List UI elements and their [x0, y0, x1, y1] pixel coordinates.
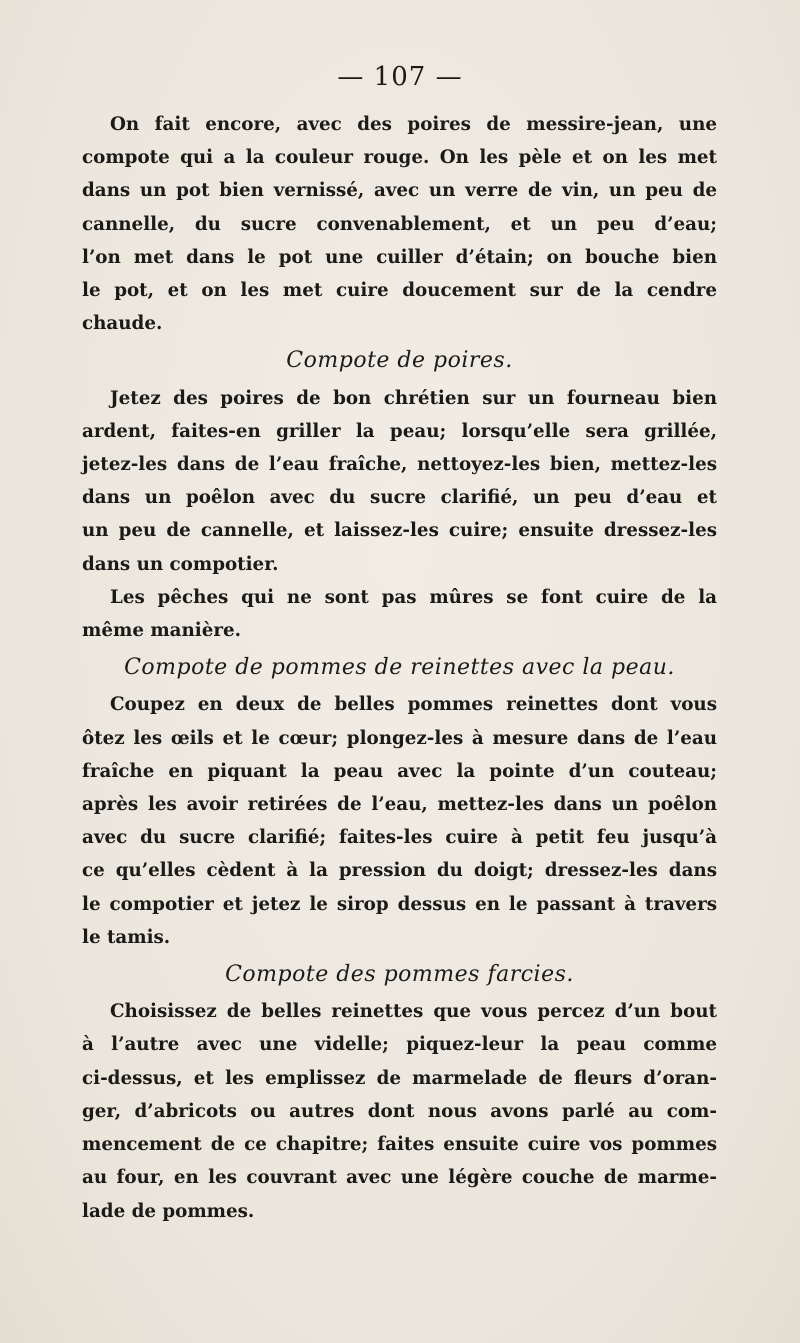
text-line: lade de pommes.: [82, 1200, 255, 1222]
text-line: l’on met dans le pot une cuiller d’étain; on bouche bien: [82, 246, 717, 268]
text-line: dans un pot bien vernissé, avec un verre de vin, un peu de: [82, 180, 717, 202]
paragraph: [82, 581, 717, 647]
paragraph: [82, 688, 717, 954]
text-line: ger, d’abricots ou autres dont nous avons parlé au com-: [82, 1100, 717, 1122]
paragraph: [82, 995, 717, 1227]
text-line: chaude.: [82, 313, 163, 335]
text-line: après les avoir retirées de l’eau, mettez-les dans un poêlon: [82, 794, 717, 816]
text-line: jetez-les dans de l’eau fraîche, nettoyez-les bien, mettez-les: [82, 454, 717, 476]
text-line: ôtez les œils et le cœur; plongez-les à mesure dans de l’eau: [82, 727, 717, 749]
paragraph: [82, 382, 717, 581]
text-line: le compotier et jetez le sirop dessus en le passant à travers: [82, 893, 717, 915]
text-line: ci-dessus, et les emplissez de marmelade de fleurs d’oran-: [82, 1067, 717, 1089]
paragraph: [82, 108, 717, 340]
text-line: un peu de cannelle, et laissez-les cuire; ensuite dressez-les: [82, 520, 717, 542]
text-line: fraîche en piquant la peau avec la pointe d’un couteau;: [82, 760, 717, 782]
text-line: le tamis.: [82, 926, 171, 948]
text-line: le pot, et on les met cuire doucement sur de la cendre: [82, 280, 717, 302]
text-line: ardent, faites-en griller la peau; lorsqu’elle sera grillée,: [82, 420, 717, 442]
text-line: ce qu’elles cèdent à la pression du doigt; dressez-les dans: [82, 860, 717, 882]
text-line: à l’autre avec une videlle; piquez-leur la peau comme: [82, 1034, 717, 1056]
text-line: au four, en les couvrant avec une légère couche de marme-: [82, 1167, 717, 1189]
text-line: Choisissez de belles reinettes que vous percez d’un bout: [110, 1001, 717, 1023]
text-line: Coupez en deux de belles pommes reinettes dont vous: [110, 694, 717, 716]
text-line: On fait encore, avec des poires de messire-jean, une: [110, 114, 717, 135]
page-text-body: [82, 108, 717, 1228]
text-line: cannelle, du sucre convenablement, et un peu d’eau;: [82, 213, 717, 235]
section-heading: Compote des pommes farcies.: [225, 962, 574, 988]
text-line: Les pêches qui ne sont pas mûres se font cuire de la: [110, 586, 717, 608]
text-line: dans un compotier.: [82, 553, 279, 575]
text-line: dans un poêlon avec du sucre clarifié, un peu d’eau et: [82, 487, 717, 509]
section-heading: Compote de pommes de reinettes avec la peau.: [124, 655, 675, 681]
page-number: — 107 —: [337, 62, 463, 92]
text-line: compote qui a la couleur rouge. On les pèle et on les met: [82, 147, 717, 169]
section-heading: Compote de poires.: [286, 348, 513, 374]
text-line: Jetez des poires de bon chrétien sur un fourneau bien: [110, 387, 717, 409]
text-line: avec du sucre clarifié; faites-les cuire à petit feu jusqu’à: [82, 827, 717, 849]
text-line: même manière.: [82, 620, 241, 642]
text-line: mencement de ce chapitre; faites ensuite cuire vos pommes: [82, 1134, 717, 1156]
